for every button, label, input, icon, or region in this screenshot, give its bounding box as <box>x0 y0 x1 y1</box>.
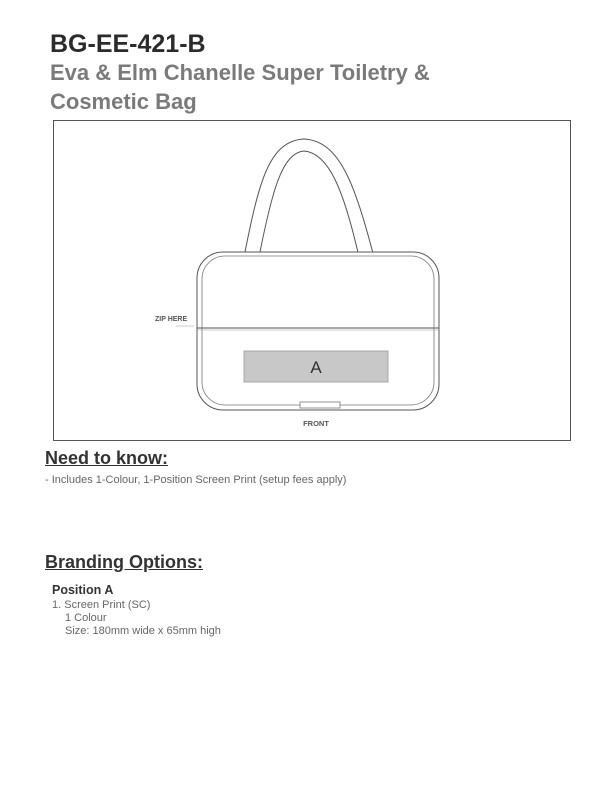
branding-size: Size: 180mm wide x 65mm high <box>65 625 221 637</box>
product-code: BG-EE-421-B <box>50 30 206 58</box>
front-view-label: FRONT <box>303 419 329 428</box>
need-to-know-heading: Need to know: <box>45 448 169 468</box>
zip-here-label: ZIP HERE <box>155 316 188 323</box>
need-to-know-item: - Includes 1-Colour, 1-Position Screen Print (setup fees apply) <box>45 474 347 486</box>
print-area-label: A <box>310 358 322 377</box>
product-title: Eva & Elm Chanelle Super Toiletry & Cosmetic Bag <box>50 60 430 114</box>
product-diagram-frame <box>53 120 571 441</box>
branding-options-heading: Branding Options: <box>45 552 203 572</box>
bag-base-tab <box>300 402 340 408</box>
branding-colours: 1 Colour <box>65 612 107 624</box>
position-a-heading: Position A <box>52 583 114 597</box>
bag-body-outer <box>197 252 439 410</box>
branding-method: 1. Screen Print (SC) <box>52 599 151 611</box>
bag-handle-inner <box>259 151 359 257</box>
bag-illustration <box>54 121 572 442</box>
